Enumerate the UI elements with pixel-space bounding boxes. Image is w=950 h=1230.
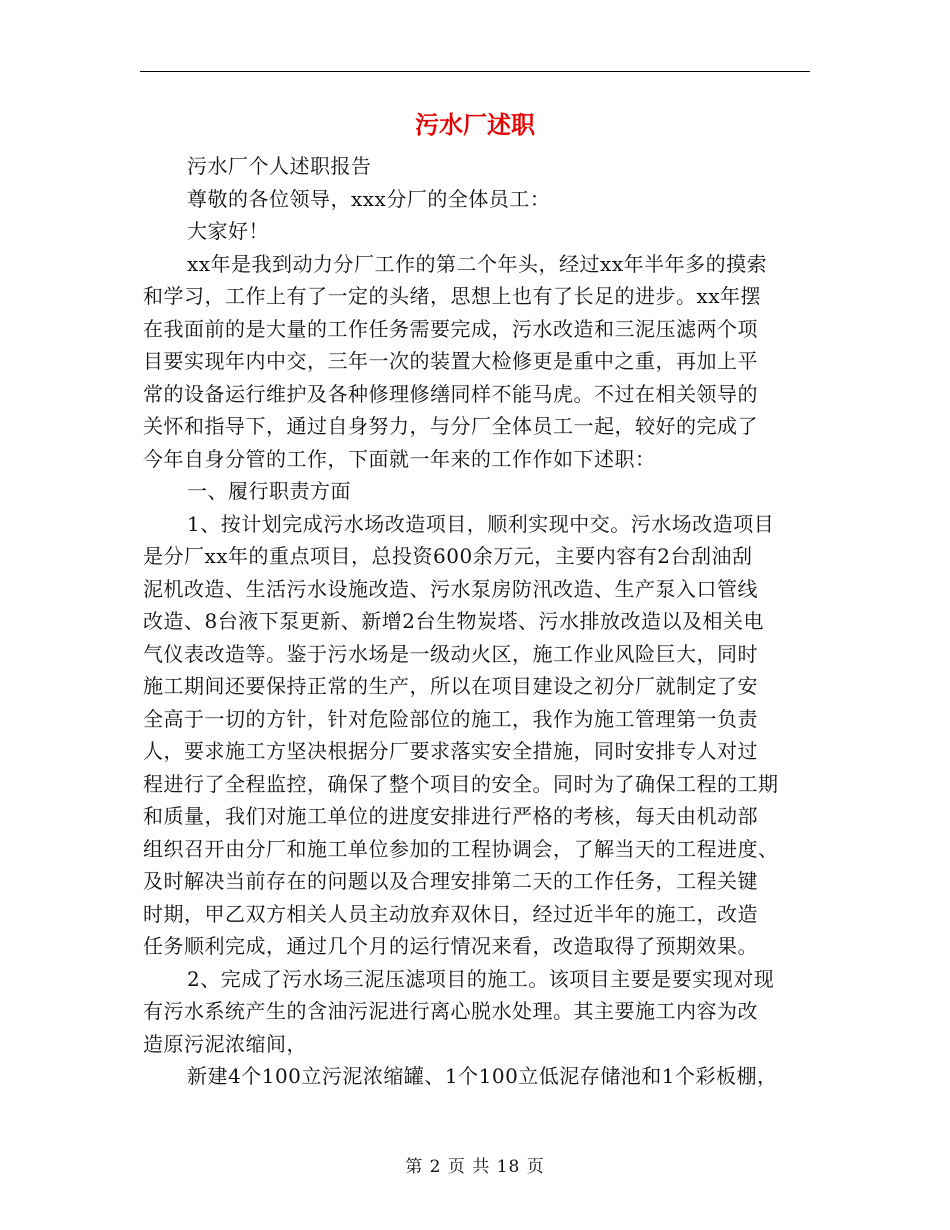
body-line: 新建4个100立污泥浓缩罐、1个100立低泥存储池和1个彩板棚， xyxy=(187,1064,778,1088)
body-line: xx年是我到动力分厂工作的第二个年头，经过xx年半年多的摸索 xyxy=(187,251,768,276)
body-line: 造原污泥浓缩间， xyxy=(143,1031,307,1056)
body-line: 今年自身分管的工作，下面就一年来的工作作如下述职： xyxy=(143,446,656,471)
body-line: 气仪表改造等。鉴于污水场是一级动火区，施工作业风险巨大，同时 xyxy=(143,641,758,666)
body-line: 全高于一切的方针，针对危险部位的施工，我作为施工管理第一负责 xyxy=(143,706,758,731)
page-footer: 第 2 页 共 18 页 xyxy=(405,1157,545,1177)
body-line: 改造、8台液下泵更新、新增2台生物炭塔、污水排放改造以及相关电 xyxy=(143,609,764,633)
body-line: 尊敬的各位领导，xxx分厂的全体员工： xyxy=(187,186,551,211)
body-line: 和质量，我们对施工单位的进度安排进行严格的考核，每天由机动部 xyxy=(143,804,758,828)
body-line: 一、履行职责方面 xyxy=(187,479,351,503)
body-line: 组织召开由分厂和施工单位参加的工程协调会，了解当天的工程进度、 xyxy=(143,836,779,861)
body-line: 及时解决当前存在的问题以及合理安排第二天的工作任务，工程关键 xyxy=(143,869,758,893)
body-line: 有污水系统产生的含油污泥进行离心脱水处理。其主要施工内容为改 xyxy=(143,999,758,1023)
body-line: 人，要求施工方坚决根据分厂要求落实安全措施，同时安排专人对过 xyxy=(143,739,758,763)
body-line: 时期，甲乙双方相关人员主动放弃双休日，经过近半年的施工，改造 xyxy=(143,901,758,926)
body-line: 关怀和指导下，通过自身努力，与分厂全体员工一起，较好的完成了 xyxy=(143,414,758,438)
body-line: 在我面前的是大量的工作任务需要完成，污水改造和三泥压滤两个项 xyxy=(143,316,758,341)
header-rule xyxy=(140,71,810,72)
body-line: 泥机改造、生活污水设施改造、污水泵房防汛改造、生产泵入口管线 xyxy=(143,576,758,601)
body-line: 1、按计划完成污水场改造项目，顺利实现中交。污水场改造项目 xyxy=(187,511,775,536)
body-line: 施工期间还要保持正常的生产，所以在项目建设之初分厂就制定了安 xyxy=(143,674,758,698)
body-line: 是分厂xx年的重点项目，总投资600余万元，主要内容有2台刮油刮 xyxy=(143,544,753,568)
body-line: 任务顺利完成，通过几个月的运行情况来看，改造取得了预期效果。 xyxy=(143,934,758,958)
body-line: 大家好！ xyxy=(187,219,269,243)
document-title: 污水厂述职 xyxy=(415,110,535,139)
body-line: 和学习，工作上有了一定的头绪，思想上也有了长足的进步。xx年摆 xyxy=(143,284,762,308)
body-line: 2、完成了污水场三泥压滤项目的施工。该项目主要是要实现对现 xyxy=(187,966,775,991)
body-line: 程进行了全程监控，确保了整个项目的安全。同时为了确保工程的工期 xyxy=(143,771,779,796)
body-line: 目要实现年内中交，三年一次的装置大检修更是重中之重，再加上平 xyxy=(143,349,758,373)
body-line: 污水厂个人述职报告 xyxy=(187,154,372,178)
body-line: 常的设备运行维护及各种修理修缮同样不能马虎。不过在相关领导的 xyxy=(143,381,758,406)
document-body xyxy=(143,150,811,1093)
